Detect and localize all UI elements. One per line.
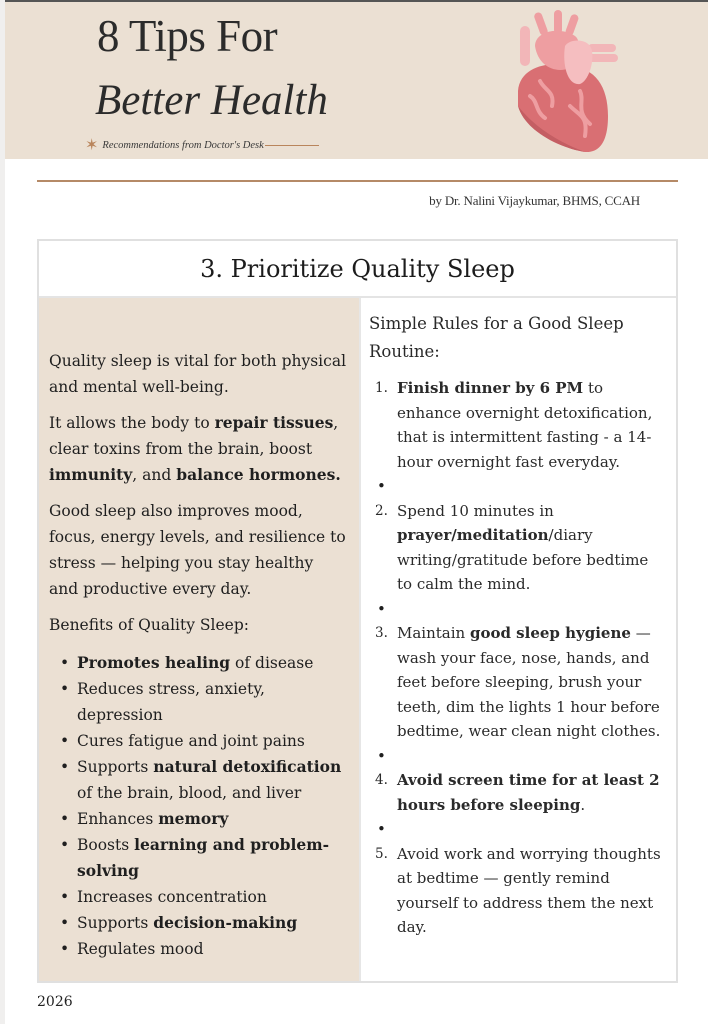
header-divider <box>37 180 678 182</box>
text: It allows the body to <box>49 414 215 432</box>
bold-text: immunity <box>49 465 133 484</box>
mood-paragraph: Good sleep also improves mood, focus, energy levels, and resilience to stress — helping you stay healthy and productive every day. <box>49 502 346 598</box>
tip-title: 3. Prioritize Quality Sleep <box>39 241 676 298</box>
left-column <box>39 298 359 981</box>
list-item: • Cures fatigue and joint pains <box>49 728 347 754</box>
title-line-2: Better Health <box>95 77 328 124</box>
benefits-heading: Benefits of Quality Sleep: <box>49 616 249 634</box>
bold-text: repair tissues <box>214 413 334 432</box>
rule-item: 1. Finish dinner by 6 PM to enhance overnight detoxification, that is intermittent fasting - a 14-hour overnight fast everyday. <box>375 379 653 471</box>
rule-item: 3. Maintain good sleep hygiene — wash your face, nose, hands, and feet before sleeping, brush your teeth, dim the lights 1 hour before bedtime, wear clean night clothes. <box>375 624 661 740</box>
subtitle-row <box>85 137 319 153</box>
rule-item: 2. Spend 10 minutes in prayer/meditation/diary writing/gratitude before bedtime to calm the mind. <box>375 501 649 593</box>
list-item: • Promotes healing of disease <box>49 650 347 676</box>
subtitle: Recommendations from Doctor's Desk <box>102 139 264 151</box>
footer-year: 2026 <box>37 994 73 1010</box>
intro-paragraph: Quality sleep is vital for both physical and mental well-being. <box>49 352 347 396</box>
star-icon: ✶ <box>85 135 99 154</box>
author-byline: by Dr. Nalini Vijaykumar, BHMS, CCAH <box>429 193 640 208</box>
subtitle-line <box>265 145 319 146</box>
list-item: • Boosts learning and problem-solving <box>49 832 347 884</box>
list-item: • Increases concentration <box>49 884 347 910</box>
benefits-list <box>49 650 347 962</box>
heart-icon <box>510 6 620 156</box>
tip-card <box>37 239 678 983</box>
empty-bullet <box>369 597 668 622</box>
bold-text: balance hormones. <box>176 465 341 484</box>
title-line-1: 8 Tips For <box>97 11 278 61</box>
rule-item: 4. Avoid screen time for at least 2 hours before sleeping. <box>375 771 660 814</box>
list-item: • Enhances memory <box>49 806 347 832</box>
text: , and <box>132 466 177 484</box>
list-item: • Supports decision-making <box>49 910 347 936</box>
empty-bullet <box>369 817 668 842</box>
text: , clear toxins from the brain, boost <box>49 414 339 458</box>
right-column <box>361 298 676 981</box>
list-item: • Supports natural detoxification of the brain, blood, and liver <box>49 754 347 806</box>
empty-bullet <box>369 744 668 769</box>
rules-heading: Simple Rules for a Good Sleep Routine: <box>369 314 624 361</box>
hero-banner <box>5 2 708 159</box>
list-item: • Reduces stress, anxiety, depression <box>49 676 347 728</box>
rule-item: 5. Avoid work and worrying thoughts at bedtime — gently remind yourself to address them the next day. <box>375 844 661 936</box>
empty-bullet <box>369 474 668 499</box>
list-item: • Regulates mood <box>49 936 347 962</box>
benefits-paragraph <box>49 410 347 488</box>
